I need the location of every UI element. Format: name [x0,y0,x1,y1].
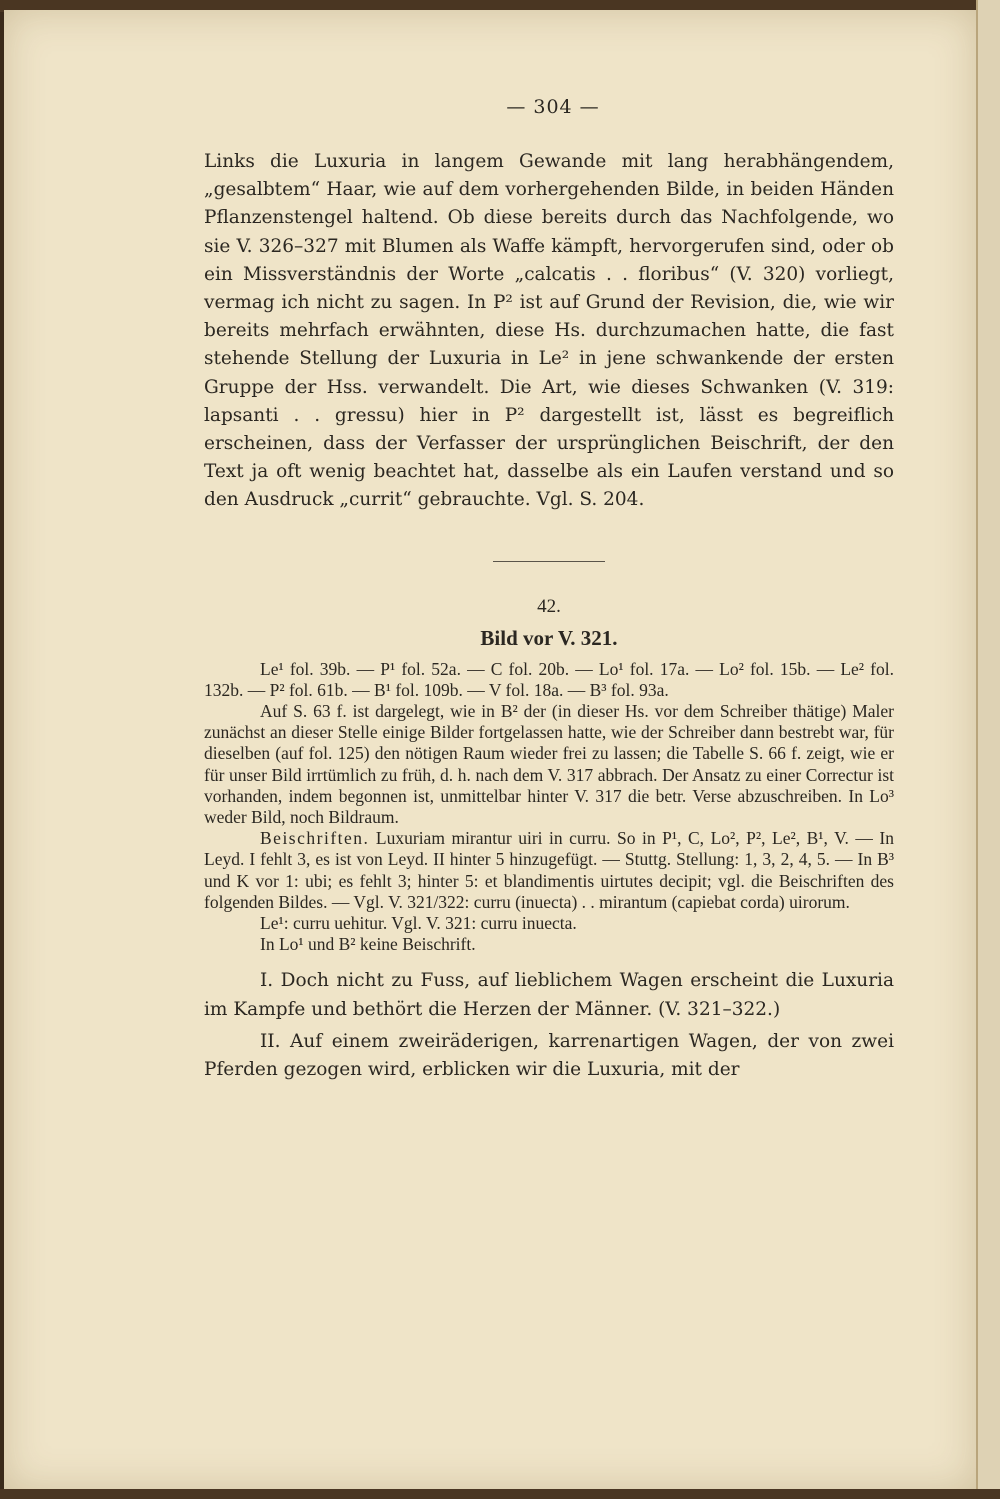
notes-block [204,659,894,956]
paragraph-I: I. Doch nicht zu Fuss, auf lieblichem Wagen erscheint die Luxuria im Kampfe und bethört die Herzen der Männer. (V. 321–322.) [204,970,894,1020]
section-number: 42. [537,595,561,617]
paragraph-text: Links die Luxuria in langem Gewande mit lang herabhängendem, „gesalbtem“ Haar, wie auf dem vorhergehenden Bilde, in beiden Händen Pflanzenstengel haltend. Ob diese bereits durch das Nachfolgende, wo sie V. 326–327 mit Blumen als Waffe kämpft, hervorgerufen sind, oder ob ein Missverständnis der Worte „calcatis . . floribus“ (V. 320) vorliegt, vermag ich nicht zu sagen. In P² ist auf Grund der Revision, die, wie wir bereits mehrfach erwähnten, diese Hs. durchzumachen hatte, die fast stehende Stellung der Luxuria in Le² in jene schwankende der ersten Gruppe der Hss. verwandelt. Die Art, wie dieses Schwanken (V. 319: lapsanti . . gressu) hier in P² dargestellt ist, lässt es begreiflich erscheinen, dass der Verfasser der ursprünglichen Beischrift, der den Text ja oft wenig beachtet hat, dasselbe als ein Laufen verstand und so den Ausdruck „currit“ gebrauchte. Vgl. S. 204. [204,151,894,511]
page-number: — 304 — [506,96,600,118]
paragraph-II: II. Auf einem zweiräderigen, karrenartigen Wagen, der von zwei Pferden gezogen wird, erblicken wir die Luxuria, mit der [204,1030,894,1081]
next-page-edge [976,0,1000,1499]
note-paragraph: In Lo¹ und B² keine Beischrift. [260,934,476,955]
section-divider [493,561,605,562]
paragraph-luxuria-description [204,148,894,515]
page-content [204,96,894,1088]
section-title: Bild vor V. 321. [480,625,618,650]
beischriften-label: Beischriften. [260,828,370,849]
note-paragraph: Auf S. 63 f. ist dargelegt, wie in B² der (in dieser Hs. vor dem Schreiber thätige) Maler zunächst an dieser Stelle einige Bilder fortgelassen hatte, wie der Schreiber dann bestrebt war, für dieselben (auf fol. 125) den nötigen Raum wieder frei zu lassen; die Tabelle S. 66 f. zeigt, wie er für unser Bild irrtümlich zu früh, d. h. nach dem V. 317 abbrach. Der Ansatz zu einer Correctur ist vorhanden, indem begonnen ist, unmittelbar hinter V. 317 die betr. Verse abzuschreiben. In Lo³ weder Bild, noch Bildraum. [204,701,894,828]
note-paragraph: Le¹: curru uehitur. Vgl. V. 321: curru inuecta. [260,913,577,934]
manuscript-list: Le¹ fol. 39b. — P¹ fol. 52a. — C fol. 20b. — Lo¹ fol. 17a. — Lo² fol. 15b. — Le² fol. 132b. — P² fol. 61b. — B¹ fol. 109b. — V fol. 18a. — B³ fol. 93a. [204,658,894,700]
beischriften-text: Luxuriam mirantur uiri in curru. So in P¹, C, Lo², P², Le², B¹, V. — In Leyd. I fehlt 3, es ist von Leyd. II hinter 5 hinzugefügt. — Stuttg. Stellung: 1, 3, 2, 4, 5. — In B³ und K vor 1: ubi; es fehlt 3; hinter 5: et blandimentis uirtutes decipit; vgl. die Beischriften des folgenden Bildes. — Vgl. V. 321/322: curru (inuecta) . . mirantum (capiebat corda) uirorum. [204,828,894,912]
beischriften-note [204,828,894,913]
description-block [204,967,894,1084]
binding-bottom-edge [0,1489,1000,1499]
